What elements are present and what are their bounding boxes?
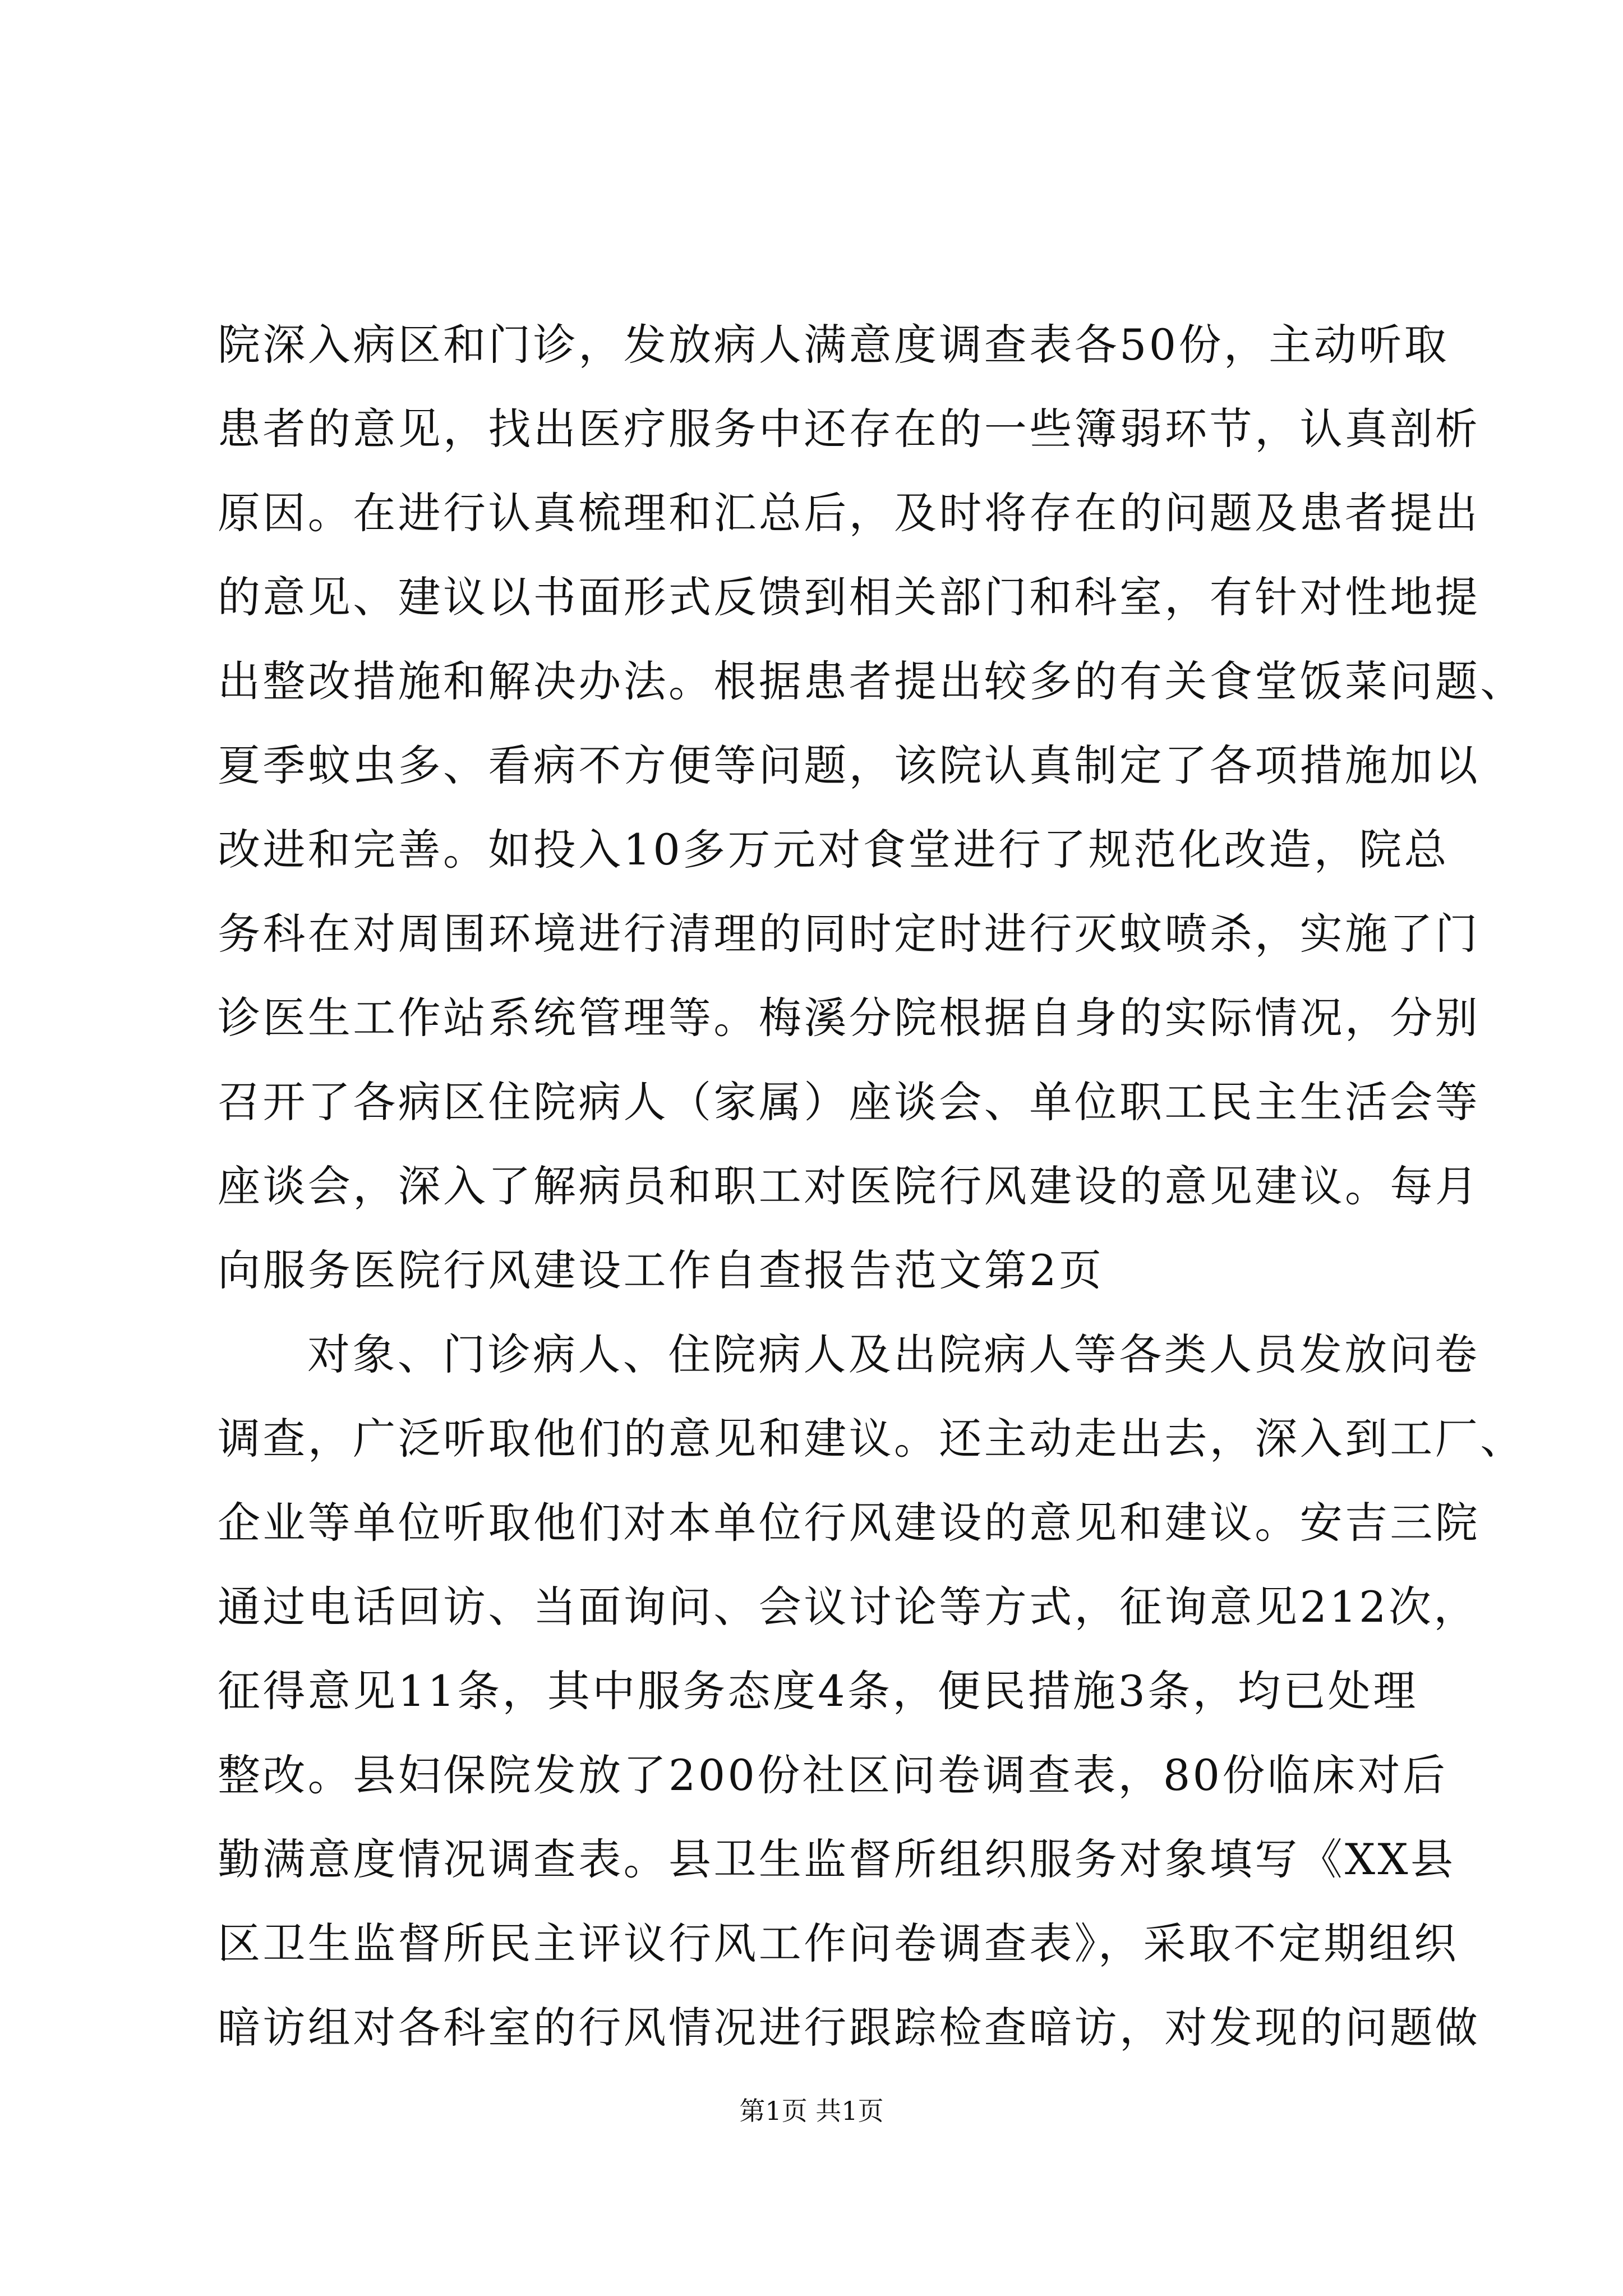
text-line: 改进和完善。如投入10多万元对食堂进行了规范化改造，院总 xyxy=(218,825,1449,875)
text-line: 企业等单位听取他们对本单位行风建设的意见和建议。安吉三院 xyxy=(218,1498,1481,1548)
text-line: 诊医生工作站系统管理等。梅溪分院根据自身的实际情况，分别 xyxy=(218,993,1481,1043)
text-line: 召开了各病区住院病人（家属）座谈会、单位职工民主生活会等 xyxy=(218,1077,1481,1127)
text-line: 征得意见11条，其中服务态度4条，便民措施3条，均已处理 xyxy=(218,1666,1418,1716)
text-line: 暗访组对各科室的行风情况进行跟踪检查暗访，对发现的问题做 xyxy=(218,2003,1481,2053)
text-line: 区卫生监督所民主评议行风工作问卷调查表》，采取不定期组织 xyxy=(218,1918,1459,1968)
text-line: 整改。县妇保院发放了200份社区问卷调查表，80份临床对后 xyxy=(218,1750,1448,1800)
text-line: 务科在对周围环境进行清理的同时定时进行灭蚊喷杀，实施了门 xyxy=(218,909,1481,959)
text-line: 通过电话回访、当面询问、会议讨论等方式，征询意见212次， xyxy=(218,1582,1479,1632)
text-line: 原因。在进行认真梳理和汇总后，及时将存在的问题及患者提出 xyxy=(218,488,1481,538)
text-line-indented: 对象、门诊病人、住院病人及出院病人等各类人员发放问卷 xyxy=(307,1329,1480,1379)
text-line: 夏季蚊虫多、看病不方便等问题，该院认真制定了各项措施加以 xyxy=(218,740,1481,790)
page-footer: 第1页 共1页 xyxy=(739,2096,884,2126)
text-line: 的意见、建议以书面形式反馈到相关部门和科室，有针对性地提 xyxy=(218,572,1481,622)
text-line: 患者的意见，找出医疗服务中还存在的一些簿弱环节，认真剖析 xyxy=(218,404,1481,454)
text-line: 院深入病区和门诊，发放病人满意度调查表各50份，主动听取 xyxy=(218,320,1449,370)
text-line: 勤满意度情况调查表。县卫生监督所组织服务对象填写《XX县 xyxy=(218,1834,1456,1884)
text-line: 座谈会，深入了解病员和职工对医院行风建设的意见建议。每月 xyxy=(218,1161,1481,1211)
text-line: 调查，广泛听取他们的意见和建议。还主动走出去，深入到工厂、 xyxy=(218,1414,1525,1464)
text-line: 出整改措施和解决办法。根据患者提出较多的有关食堂饭菜问题、 xyxy=(218,656,1525,706)
text-line: 向服务医院行风建设工作自查报告范文第2页 xyxy=(218,1245,1104,1295)
